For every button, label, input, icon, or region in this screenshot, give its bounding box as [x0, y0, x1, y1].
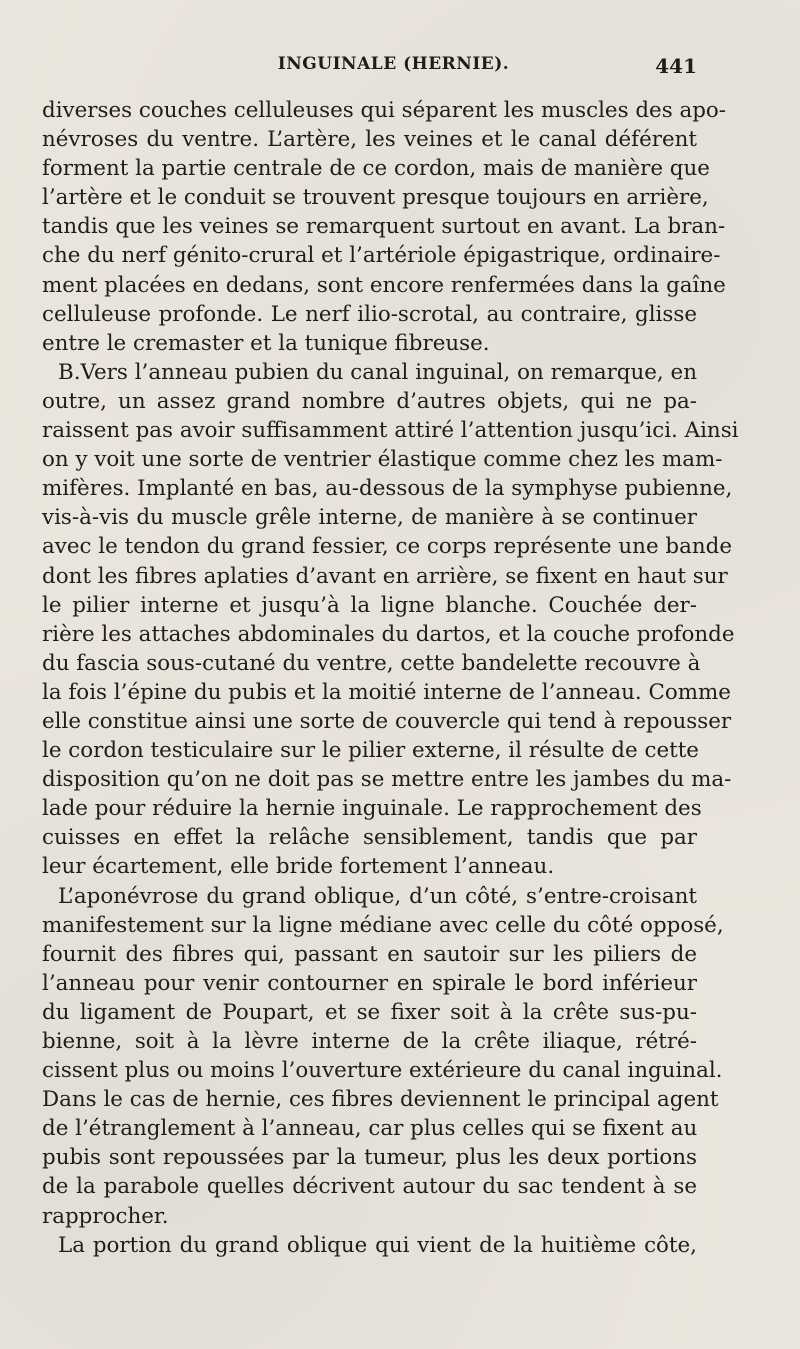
text-line: celluleuse profonde. Le nerf ilio-scrotal, au contraire, glisse: [42, 301, 697, 327]
text-line: l’anneau pour venir contourner en spirale le bord inférieur: [42, 970, 697, 996]
text-line: névroses du ventre. L’artère, les veines et le canal déférent: [42, 127, 697, 153]
page-header: [42, 54, 697, 90]
text-line: che du nerf génito-crural et l’artériole épigastrique, ordinaire-: [42, 243, 721, 269]
text-line: forment la partie centrale de ce cordon, mais de manière que: [42, 156, 710, 182]
text-line: L’aponévrose du grand oblique, d’un côté, s’entre-croisant: [58, 883, 697, 909]
text-line: on y voit une sorte de ventrier élastique comme chez les mam-: [42, 447, 723, 473]
text-line: le cordon testiculaire sur le pilier externe, il résulte de cette: [42, 738, 699, 764]
text-line: vis-à-vis du muscle grêle interne, de manière à se continuer: [42, 505, 697, 531]
text-line: fournit des fibres qui, passant en sautoir sur les piliers de: [42, 941, 697, 967]
text-line: dont les fibres aplaties d’avant en arrière, se fixent en haut sur: [42, 563, 728, 589]
text-line: lade pour réduire la hernie inguinale. Le rapprochement des: [42, 796, 702, 822]
text-line: avec le tendon du grand fessier, ce corps représente une bande: [42, 534, 732, 560]
text-line: bienne, soit à la lèvre interne de la crête iliaque, rétré-: [42, 1029, 697, 1054]
text-line: elle constitue ainsi une sorte de couvercle qui tend à repousser: [42, 708, 732, 734]
text-line: de l’étranglement à l’anneau, car plus celles qui se fixent au: [42, 1116, 698, 1142]
text-line: pubis sont repoussées par la tumeur, plus les deux portions: [42, 1145, 697, 1171]
text-line: raissent pas avoir suffisamment attiré l’attention jusqu’ici. Ainsi: [42, 418, 739, 444]
text-line: cissent plus ou moins l’ouverture extérieure du canal inguinal.: [42, 1058, 723, 1084]
text-line: La portion du grand oblique qui vient de la huitième côte,: [58, 1232, 697, 1258]
text-line: leur écartement, elle bride fortement l’anneau.: [42, 854, 555, 880]
text-line: Dans le cas de hernie, ces fibres deviennent le principal agent: [42, 1087, 719, 1113]
text-line: entre le cremaster et la tunique fibreuse.: [42, 330, 490, 356]
text-line: de la parabole quelles décrivent autour du sac tendent à se: [42, 1174, 697, 1200]
text-line: du fascia sous-cutané du ventre, cette bandelette recouvre à: [42, 650, 701, 676]
text-line: ment placées en dedans, sont encore renfermées dans la gaîne: [42, 272, 726, 298]
body-text: [42, 96, 739, 1260]
text-line: le pilier interne et jusqu’à la ligne blanche. Couchée der-: [42, 592, 697, 618]
text-line: manifestement sur la ligne médiane avec celle du côté opposé,: [42, 912, 724, 938]
text-line: du ligament de Poupart, et se fixer soit à la crête sus-pu-: [42, 999, 697, 1025]
text-line: B.Vers l’anneau pubien du canal inguinal, on remarque, en: [58, 359, 697, 385]
text-line: disposition qu’on ne doit pas se mettre entre les jambes du ma-: [42, 767, 732, 793]
running-title: INGUINALE (HERNIE).: [277, 54, 510, 74]
text-line: l’artère et le conduit se trouvent presque toujours en arrière,: [42, 185, 709, 211]
text-line: outre, un assez grand nombre d’autres objets, qui ne pa-: [42, 388, 697, 414]
text-line: diverses couches celluleuses qui séparent les muscles des apo-: [42, 98, 727, 123]
text-line: mifères. Implanté en bas, au-dessous de la symphyse pubienne,: [42, 476, 733, 502]
page-number: 441: [655, 54, 697, 78]
text-line: tandis que les veines se remarquent surtout en avant. La bran-: [42, 214, 726, 240]
text-line: cuisses en effet la relâche sensiblement, tandis que par: [42, 825, 697, 851]
text-line: la fois l’épine du pubis et la moitié interne de l’anneau. Comme: [42, 679, 731, 705]
text-line: rapprocher.: [42, 1203, 169, 1229]
text-line: rière les attaches abdominales du dartos, et la couche profonde: [42, 621, 735, 647]
